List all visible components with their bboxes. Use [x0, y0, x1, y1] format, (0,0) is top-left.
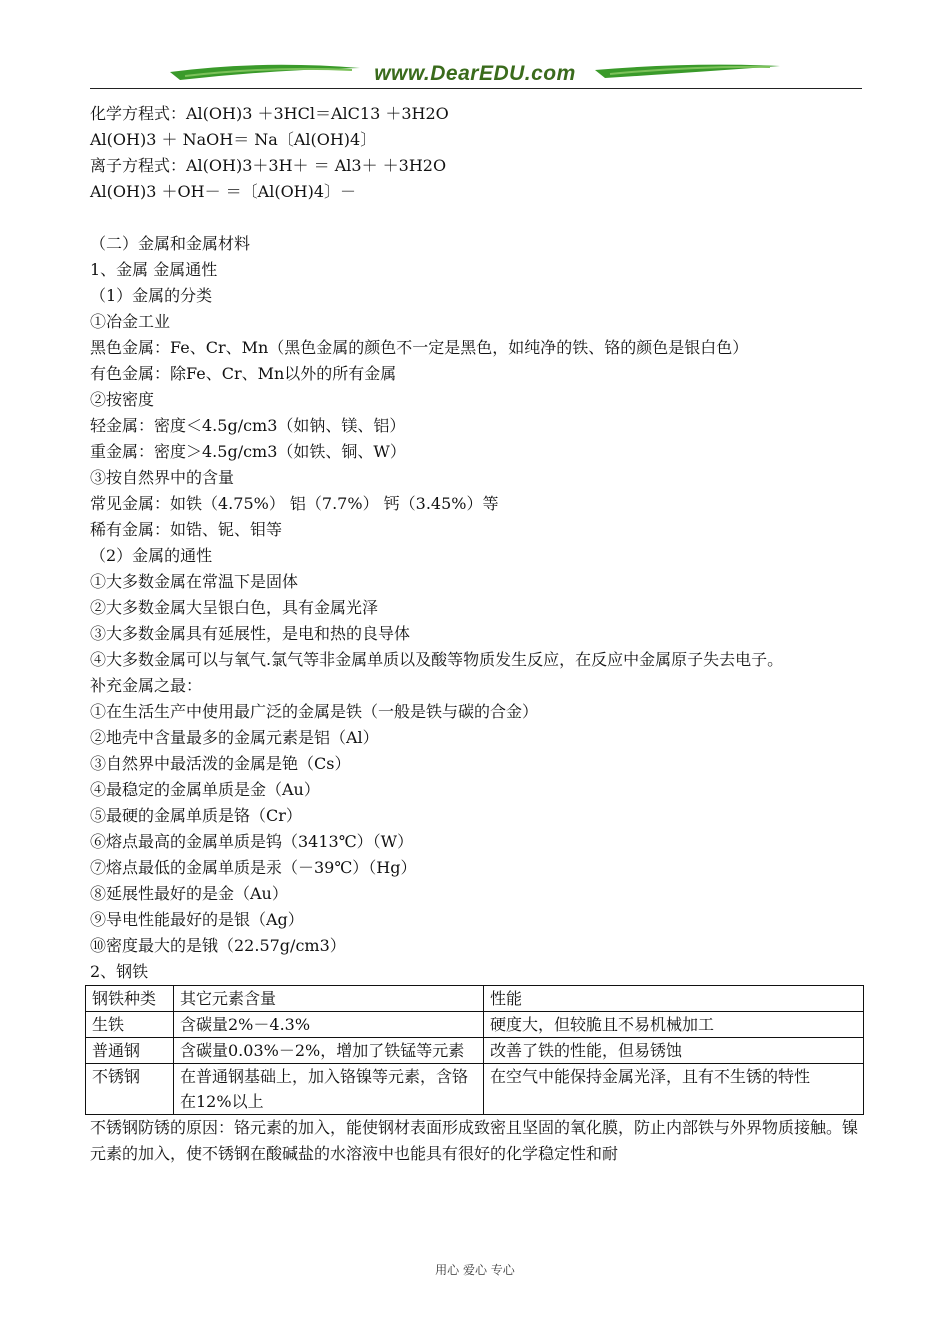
table-row — [86, 1064, 864, 1115]
section-heading: （二）金属和金属材料 — [90, 234, 251, 253]
list-item: ⑦熔点最低的金属单质是汞（－39℃）（Hg） — [90, 858, 417, 877]
table-header-row — [86, 986, 864, 1012]
table-cell: 普通钢 — [86, 1038, 174, 1064]
subsection-heading: （1）金属的分类 — [90, 286, 213, 305]
table-header-cell: 性能 — [484, 986, 864, 1012]
table-cell: 在普通钢基础上，加入铬镍等元素，含铬在12%以上 — [174, 1064, 484, 1115]
page-footer: 用心 爱心 专心 — [435, 1263, 515, 1277]
table-cell: 含碳量2%－4.3% — [174, 1012, 484, 1038]
list-item: ④最稳定的金属单质是金（Au） — [90, 780, 320, 799]
table-cell: 改善了铁的性能，但易锈蚀 — [484, 1038, 864, 1064]
blank-line — [90, 205, 865, 231]
list-item: ①在生活生产中使用最广泛的金属是铁（一般是铁与碳的合金） — [90, 702, 539, 721]
table-cell: 在空气中能保持金属光泽，且有不生锈的特性 — [484, 1064, 864, 1115]
list-item: ③自然界中最活泼的金属是铯（Cs） — [90, 754, 351, 773]
table-cell: 生铁 — [86, 1012, 174, 1038]
table-cell: 不锈钢 — [86, 1064, 174, 1115]
text-line: 常见金属：如铁（4.75%） 铝（7.7%） 钙（3.45%）等 — [90, 494, 499, 513]
text-line: ③大多数金属具有延展性，是电和热的良导体 — [90, 624, 411, 643]
list-item: ⑨导电性能最好的是银（Ag） — [90, 910, 304, 929]
text-line: 重金属：密度＞4.5g/cm3（如铁、铜、W） — [90, 442, 406, 461]
text-line: 稀有金属：如锆、铌、钼等 — [90, 520, 283, 539]
text-line: 黑色金属：Fe、Cr、Mn（黑色金属的颜色不一定是黑色，如纯净的铁、铬的颜色是银白色） — [90, 338, 749, 357]
site-header-logo — [90, 58, 860, 90]
subsection-heading: 2、钢铁 — [90, 962, 149, 981]
table-cell: 硬度大，但较脆且不易机械加工 — [484, 1012, 864, 1038]
subsection-heading: （2）金属的通性 — [90, 546, 213, 565]
table-header-cell: 其它元素含量 — [174, 986, 484, 1012]
text-paragraph: 不锈钢防锈的原因：铬元素的加入，能使钢材表面形成致密且坚固的氧化膜，防止内部铁与外界物质接触。镍元素的加入，使不锈钢在酸碱盐的水溶液中也能具有很好的化学稳定性和耐 — [90, 1118, 859, 1163]
text-line: ①大多数金属在常温下是固体 — [90, 572, 299, 591]
text-line: 轻金属：密度＜4.5g/cm3（如钠、镁、铝） — [90, 416, 406, 435]
list-item: ⑩密度最大的是锇（22.57g/cm3） — [90, 936, 346, 955]
equation-line: 化学方程式：Al(OH)3 ＋3HCl＝AlC13 ＋3H2O — [90, 104, 449, 123]
text-line: 有色金属：除Fe、Cr、Mn以外的所有金属 — [90, 364, 397, 383]
list-item: ⑥熔点最高的金属单质是钨（3413℃）（W） — [90, 832, 414, 851]
text-line: 补充金属之最： — [90, 676, 203, 695]
equation-line: 离子方程式：Al(OH)3＋3H＋ ＝ Al3＋ ＋3H2O — [90, 156, 447, 175]
site-logo-text: www.DearEDU.com — [374, 62, 576, 85]
text-line: ③按自然界中的含量 — [90, 468, 235, 487]
table-cell: 含碳量0.03%－2%，增加了铁锰等元素 — [174, 1038, 484, 1064]
table-header-cell: 钢铁种类 — [86, 986, 174, 1012]
steel-types-table — [85, 985, 864, 1115]
document-body — [90, 101, 865, 1167]
header-divider — [90, 88, 862, 89]
subsection-heading: 1、金属 金属通性 — [90, 260, 218, 279]
table-row — [86, 1012, 864, 1038]
text-line: ①冶金工业 — [90, 312, 171, 331]
list-item: ⑤最硬的金属单质是铬（Cr） — [90, 806, 302, 825]
text-line: ②按密度 — [90, 390, 155, 409]
list-item: ②地壳中含量最多的金属元素是铝（Al） — [90, 728, 379, 747]
list-item: ⑧延展性最好的是金（Au） — [90, 884, 288, 903]
table-row — [86, 1038, 864, 1064]
text-paragraph: ④大多数金属可以与氧气.氯气等非金属单质以及酸等物质发生反应，在反应中金属原子失去电子。 — [90, 650, 784, 669]
equation-line: Al(OH)3 ＋ NaOH＝ Na〔Al(OH)4〕 — [90, 130, 377, 149]
equation-line: Al(OH)3 ＋OH－ ＝〔Al(OH)4〕－ — [90, 182, 357, 201]
text-line: ②大多数金属大呈银白色，具有金属光泽 — [90, 598, 379, 617]
